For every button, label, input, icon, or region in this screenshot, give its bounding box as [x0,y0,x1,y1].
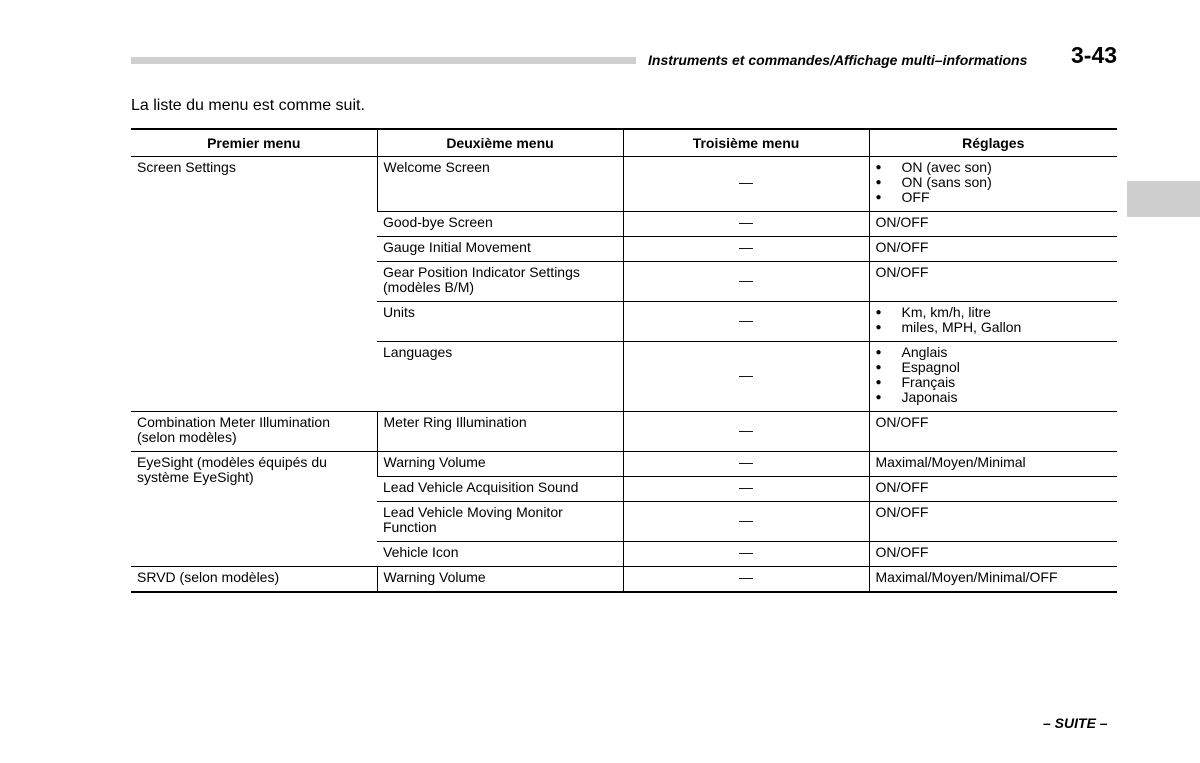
third-menu-cell: — [623,262,869,302]
third-menu-cell: — [623,477,869,502]
first-menu-cell: Combination Meter Illumination (selon modèles) [131,412,377,452]
settings-cell: Maximal/Moyen/Minimal/OFF [869,567,1117,593]
second-menu-cell: Gear Position Indicator Settings (modèles B/M) [377,262,623,302]
column-header-first-menu: Premier menu [131,129,377,157]
settings-cell: ON/OFF [869,477,1117,502]
table-row [131,567,1117,593]
settings-option: ● OFF [876,190,1112,205]
second-menu-cell: Gauge Initial Movement [377,237,623,262]
third-menu-cell: — [623,212,869,237]
settings-list [876,160,1112,205]
second-menu-cell: Warning Volume [377,567,623,593]
settings-cell [869,157,1117,212]
page-number: 3-43 [1071,42,1118,68]
third-menu-cell: — [623,342,869,412]
first-menu-cell: SRVD (selon modèles) [131,567,377,593]
second-menu-cell: Languages [377,342,623,412]
table-row [131,412,1117,452]
settings-cell: ON/OFF [869,262,1117,302]
first-menu-cell: EyeSight (modèles équipés du système EyeSight) [131,452,377,567]
settings-cell [869,302,1117,342]
table-header-row [131,129,1117,157]
third-menu-cell: — [623,567,869,593]
settings-option: ● ON (avec son) [876,160,1112,175]
settings-option: ● ON (sans son) [876,175,1112,190]
second-menu-cell: Units [377,302,623,342]
third-menu-cell: — [623,452,869,477]
column-header-settings: Réglages [869,129,1117,157]
second-menu-cell: Good-bye Screen [377,212,623,237]
settings-option: ● miles, MPH, Gallon [876,320,1112,335]
settings-cell: ON/OFF [869,212,1117,237]
second-menu-cell: Meter Ring Illumination [377,412,623,452]
settings-cell [869,342,1117,412]
first-menu-cell: Screen Settings [131,157,377,412]
second-menu-cell: Vehicle Icon [377,542,623,567]
section-title: Instruments et commandes/Affichage multi–informations [648,52,1028,68]
settings-list [876,345,1112,405]
intro-text: La liste du menu est comme suit. [131,97,365,114]
settings-cell: ON/OFF [869,412,1117,452]
settings-list [876,305,1112,335]
settings-option: ● Km, km/h, litre [876,305,1112,320]
settings-cell: Maximal/Moyen/Minimal [869,452,1117,477]
second-menu-cell: Welcome Screen [377,157,623,212]
settings-cell: ON/OFF [869,542,1117,567]
chapter-tab [1127,181,1200,217]
settings-cell: ON/OFF [869,502,1117,542]
settings-option: ● Japonais [876,390,1112,405]
table-row [131,157,1117,212]
settings-option: ● Français [876,375,1112,390]
settings-option: ● Anglais [876,345,1112,360]
second-menu-cell: Lead Vehicle Moving Monitor Function [377,502,623,542]
third-menu-cell: — [623,237,869,262]
settings-option: ● Espagnol [876,360,1112,375]
menu-table-body [131,157,1117,593]
third-menu-cell: — [623,302,869,342]
third-menu-cell: — [623,157,869,212]
column-header-second-menu: Deuxième menu [377,129,623,157]
menu-table [131,128,1117,593]
continued-label: – SUITE – [1043,715,1108,731]
second-menu-cell: Warning Volume [377,452,623,477]
settings-cell: ON/OFF [869,237,1117,262]
third-menu-cell: — [623,542,869,567]
third-menu-cell: — [623,412,869,452]
second-menu-cell: Lead Vehicle Acquisition Sound [377,477,623,502]
table-row [131,452,1117,477]
header-rule [131,57,636,64]
column-header-third-menu: Troisième menu [623,129,869,157]
third-menu-cell: — [623,502,869,542]
